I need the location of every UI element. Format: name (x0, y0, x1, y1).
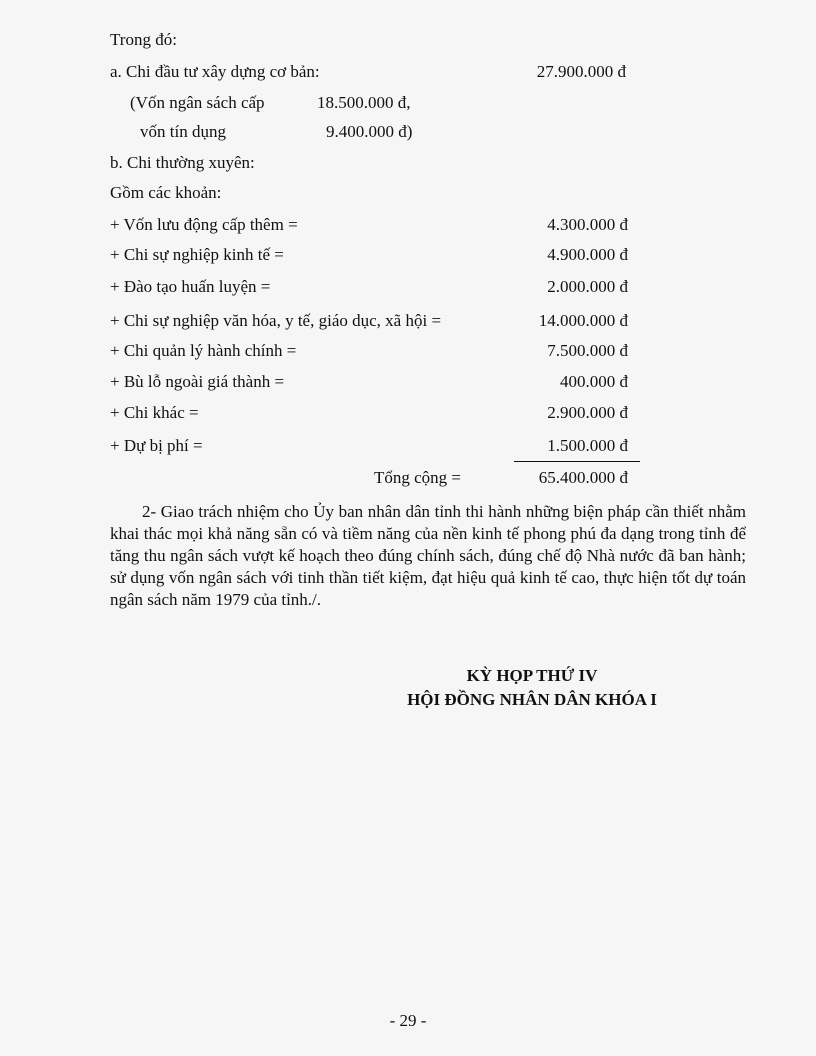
expense-label: + Chi sự nghiệp kinh tế = (110, 245, 284, 264)
page-number: - 29 - (389, 1011, 427, 1030)
paragraph-text: 2- Giao trách nhiệm cho Ủy ban nhân dân tỉnh thi hành những biện pháp cần thiết nhằm khai thác mọi khả năng sẵn có và tiềm năng của nền kinh tế phong phú đa dạng trong tỉnh để tăng thu ngân sách vượt kế hoạch theo đúng chính sách, đúng chế độ Nhà nước đã ban hành; sử dụng vốn ngân sách với tinh thần tiết kiệm, đạt hiệu quả kinh tế cao, thực hiện tốt dự toán ngân sách năm 1979 của tỉnh./. (110, 502, 746, 609)
expense-amount: 4.900.000 đ (547, 245, 628, 264)
expense-amount: 1.500.000 đ (547, 436, 628, 455)
signature-line-1: KỲ HỌP THỨ IV (466, 666, 598, 685)
expense-label: + Dự bị phí = (110, 436, 203, 455)
total-amount: 65.400.000 đ (538, 468, 628, 487)
expense-label: + Chi sự nghiệp văn hóa, y tế, giáo dục, xã hội = (110, 311, 442, 330)
item-a-amount: 27.900.000 đ (536, 62, 626, 81)
signature-block (372, 664, 692, 712)
expense-label: + Bù lỗ ngoài giá thành = (110, 372, 285, 391)
expense-amount: 14.000.000 đ (538, 311, 628, 330)
expense-amount: 4.300.000 đ (547, 215, 628, 234)
item-a-sub2-label: vốn tín dụng (140, 122, 226, 141)
item-b-includes: Gồm các khoản: (110, 183, 222, 202)
item-b-label: b. Chi thường xuyên: (110, 153, 255, 172)
expense-label: + Chi khác = (110, 403, 199, 422)
expense-label: + Vốn lưu động cấp thêm = (110, 215, 298, 234)
total-label: Tổng cộng = (374, 468, 462, 487)
total-rule (514, 461, 640, 462)
expense-amount: 2.000.000 đ (547, 277, 628, 296)
expense-label: + Chi quản lý hành chính = (110, 341, 297, 360)
expense-label: + Đào tạo huấn luyện = (110, 277, 271, 296)
body-paragraph (110, 501, 746, 611)
expense-amount: 400.000 đ (560, 372, 628, 391)
expense-amount: 7.500.000 đ (547, 341, 628, 360)
item-a-sub2-amount: 9.400.000 đ) (326, 122, 413, 141)
item-a-sub1-label: (Vốn ngân sách cấp (130, 93, 265, 112)
item-a-label: a. Chi đầu tư xây dựng cơ bản: (110, 62, 320, 81)
item-a-sub1-amount: 18.500.000 đ, (317, 93, 411, 112)
expense-amount: 2.900.000 đ (547, 403, 628, 422)
signature-line-2: HỘI ĐỒNG NHÂN DÂN KHÓA I (407, 690, 657, 709)
intro-text: Trong đó: (110, 30, 177, 49)
